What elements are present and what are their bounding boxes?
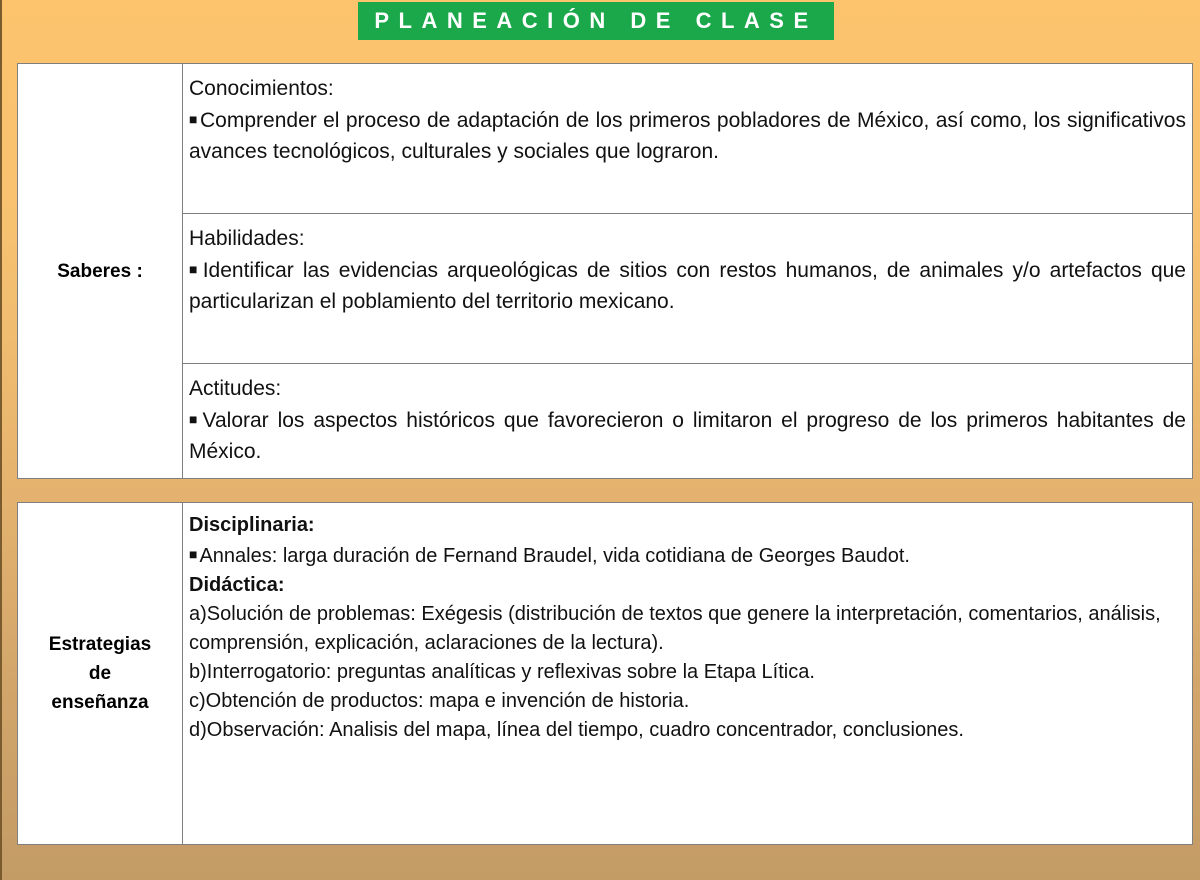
- saberes-table: [17, 63, 1193, 479]
- habilidades-heading: Habilidades:: [189, 227, 305, 250]
- conocimientos-cell: [183, 64, 1193, 214]
- estrategias-label: [18, 503, 183, 845]
- estrategias-label-line3: enseñanza: [51, 692, 149, 713]
- square-bullet-icon: ■: [189, 411, 201, 427]
- conocimientos-text: Comprender el proceso de adaptación de los primeros pobladores de México, así como, los significativos avances tecnológicos, culturales y sociales que lograron.: [189, 109, 1186, 163]
- saberes-label: Saberes :: [18, 64, 183, 479]
- habilidades-bullet: [189, 254, 1186, 317]
- disciplinaria-heading: Disciplinaria:: [189, 514, 315, 536]
- conocimientos-heading: Conocimientos:: [189, 77, 334, 100]
- didactica-item-a: a)Solución de problemas: Exégesis (distribución de textos que genere la interpretación, comentarios, análisis, comprensión, explicación, aclaraciones de la lectura).: [189, 603, 1161, 654]
- page-title: PLANEACIÓN DE CLASE: [358, 2, 834, 40]
- habilidades-cell: [183, 214, 1193, 364]
- frame-border: [0, 0, 2, 880]
- estrategias-cell: [183, 503, 1193, 845]
- didactica-heading: Didáctica:: [189, 574, 285, 596]
- actitudes-text: Valorar los aspectos históricos que favorecieron o limitaron el progreso de los primeros habitantes de México.: [189, 409, 1186, 463]
- didactica-item-d: d)Observación: Analisis del mapa, línea del tiempo, cuadro concentrador, conclusiones.: [189, 719, 964, 741]
- conocimientos-bullet: [189, 104, 1186, 167]
- didactica-item-b: b)Interrogatorio: preguntas analíticas y reflexivas sobre la Etapa Lítica.: [189, 661, 815, 683]
- didactica-item-c: c)Obtención de productos: mapa e invención de historia.: [189, 690, 690, 712]
- disciplinaria-text: Annales: larga duración de Fernand Braudel, vida cotidiana de Georges Baudot.: [199, 545, 910, 567]
- square-bullet-icon: ■: [189, 261, 201, 277]
- square-bullet-icon: ■: [189, 546, 198, 562]
- estrategias-table: [17, 502, 1193, 845]
- estrategias-label-line1: Estrategias: [48, 634, 152, 655]
- table-row-estrategias: [18, 503, 1193, 845]
- actitudes-cell: [183, 364, 1193, 479]
- actitudes-bullet: [189, 404, 1186, 467]
- actitudes-heading: Actitudes:: [189, 377, 282, 400]
- square-bullet-icon: ■: [189, 111, 199, 127]
- table-row-habilidades: [18, 214, 1193, 364]
- estrategias-label-line2: de: [88, 663, 112, 684]
- habilidades-text: Identificar las evidencias arqueológicas de sitios con restos humanos, de animales y/o artefactos que particularizan el poblamiento del territorio mexicano.: [189, 259, 1186, 313]
- disciplinaria-bullet: [189, 540, 1186, 571]
- table-row-actitudes: [18, 364, 1193, 479]
- table-row-conocimientos: [18, 64, 1193, 214]
